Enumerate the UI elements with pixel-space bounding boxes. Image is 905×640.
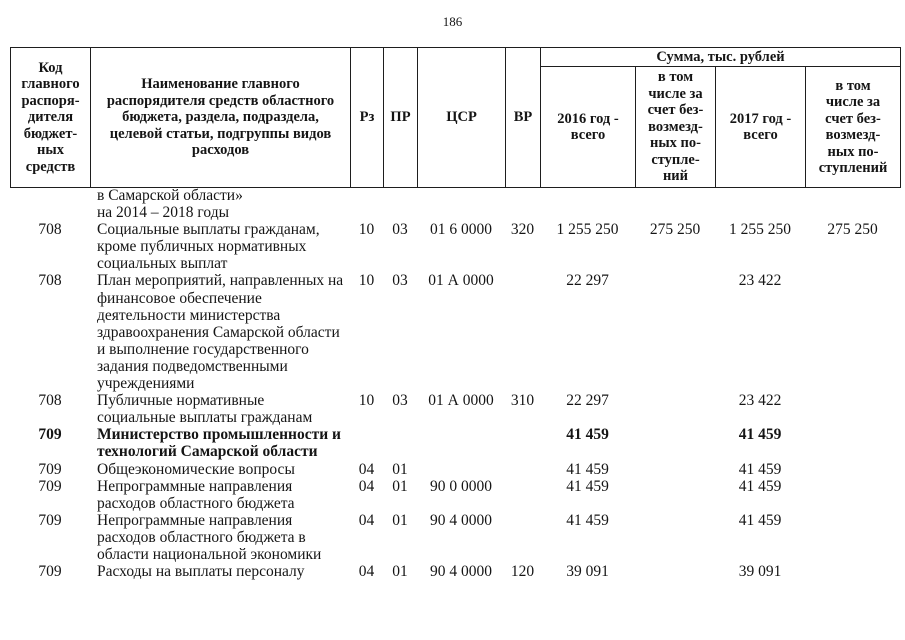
cell-pr — [383, 426, 417, 460]
cell-pr: 01 — [392, 460, 408, 478]
cell-2017-total: 41 459 — [738, 426, 782, 444]
cell-code: 708 — [38, 392, 62, 410]
cell-2016-total — [540, 187, 635, 221]
header-2016-grants: в том числе за счет без- возмезд- ных по- ступле- ний — [636, 67, 716, 188]
header-row — [11, 48, 901, 67]
header-vr: ВР — [506, 48, 541, 188]
cell-rz: 04 — [358, 511, 375, 529]
header-rz: Рз — [351, 48, 384, 188]
cell-2016-total: 39 091 — [566, 563, 609, 581]
header-2017-total: 2017 год - всего — [716, 67, 806, 188]
cell-2017-grants — [805, 426, 900, 460]
cell-2016-total: 1 255 250 — [556, 221, 619, 239]
cell-2017-grants — [805, 563, 900, 580]
cell-2016-total: 41 459 — [566, 477, 609, 495]
cell-2016-grants — [635, 461, 715, 478]
cell-2016-total: 22 297 — [566, 392, 609, 410]
table-row — [10, 512, 900, 563]
cell-vr — [505, 187, 540, 221]
cell-csr: 90 4 0000 — [430, 511, 492, 529]
cell-2016-grants — [635, 426, 715, 460]
cell-2016-grants — [635, 512, 715, 563]
table-row — [10, 478, 900, 512]
cell-name: Публичные нормативные социальные выплаты гражданам — [97, 392, 313, 427]
cell-csr — [417, 461, 505, 478]
cell-pr: 01 — [392, 511, 408, 529]
cell-2017-total — [715, 187, 805, 221]
cell-2017-total: 23 422 — [738, 392, 782, 410]
cell-name: План мероприятий, направленных на финансовое обеспечение деятельности министерства здравоохранения Самарской области и выполнение государственного задания подведомственными учреждениями — [97, 272, 344, 393]
cell-name: Непрограммные направления расходов областного бюджета в области национальной экономики — [97, 511, 322, 563]
cell-code: 709 — [38, 563, 62, 581]
cell-vr: 120 — [510, 563, 535, 581]
cell-2017-total: 23 422 — [738, 272, 782, 290]
table-row — [10, 392, 900, 426]
cell-pr: 03 — [392, 392, 408, 410]
header-csr: ЦСР — [418, 48, 506, 188]
cell-csr: 01 А 0000 — [428, 272, 494, 290]
cell-code: 708 — [38, 272, 62, 290]
cell-2016-total: 41 459 — [566, 511, 609, 529]
cell-code: 708 — [38, 221, 62, 239]
cell-pr: 01 — [392, 477, 408, 495]
header-code: Код главного распоря- дителя бюджет- ных средств — [11, 48, 91, 188]
cell-code: 709 — [38, 460, 62, 478]
cell-csr: 01 6 0000 — [430, 221, 492, 239]
cell-2016-grants — [635, 392, 715, 426]
cell-csr — [417, 426, 505, 460]
cell-2017-grants — [805, 187, 900, 221]
cell-2016-grants: 275 250 — [649, 221, 701, 239]
cell-pr: 03 — [392, 272, 408, 290]
table-body — [10, 187, 900, 580]
cell-2016-grants — [635, 187, 715, 221]
cell-name: Общеэкономические вопросы — [97, 460, 295, 478]
cell-vr — [505, 272, 540, 392]
cell-vr — [505, 461, 540, 478]
cell-vr — [505, 426, 540, 460]
cell-csr: 90 4 0000 — [430, 563, 492, 581]
cell-name: Непрограммные направления расходов областного бюджета — [97, 477, 295, 512]
cell-2016-grants — [635, 563, 715, 580]
cell-rz: 10 — [358, 392, 375, 410]
cell-csr — [417, 187, 505, 221]
table-row — [10, 563, 900, 580]
cell-code: 709 — [38, 511, 62, 529]
cell-2017-grants — [805, 392, 900, 426]
cell-2017-total: 39 091 — [738, 563, 782, 581]
cell-csr: 01 А 0000 — [428, 392, 494, 410]
cell-name: Социальные выплаты гражданам, кроме публичных нормативных социальных выплат — [97, 221, 320, 273]
cell-rz — [350, 187, 383, 221]
cell-vr: 320 — [510, 221, 535, 239]
cell-2017-total: 41 459 — [738, 460, 782, 478]
cell-2017-grants — [805, 461, 900, 478]
cell-2017-grants: 275 250 — [827, 221, 878, 239]
table-row — [10, 187, 900, 221]
cell-rz: 04 — [358, 477, 375, 495]
cell-rz: 04 — [358, 460, 375, 478]
cell-pr: 03 — [392, 221, 408, 239]
table-row — [10, 272, 900, 392]
header-name: Наименование главного распорядителя средств областного бюджета, раздела, подраздела, целевой статьи, подгруппы видов расходов — [91, 48, 351, 188]
table-row — [10, 426, 900, 460]
cell-vr — [505, 512, 540, 563]
cell-2016-total: 41 459 — [566, 460, 609, 478]
cell-code — [10, 187, 90, 221]
header-2016-total: 2016 год - всего — [541, 67, 636, 188]
cell-2017-total: 1 255 250 — [729, 221, 791, 239]
cell-2016-grants — [635, 478, 715, 512]
header-2017-grants: в том числе за счет без- возмезд- ных по- ступлений — [806, 67, 901, 188]
cell-2017-grants — [805, 478, 900, 512]
cell-csr: 90 0 0000 — [430, 477, 492, 495]
cell-name: Расходы на выплаты персоналу — [97, 563, 305, 581]
cell-2017-total: 41 459 — [738, 511, 782, 529]
table-row — [10, 221, 900, 272]
cell-code: 709 — [38, 426, 62, 444]
cell-name: Министерство промышленности и технологий Самарской области — [97, 426, 341, 461]
cell-name: в Самарской области» на 2014 – 2018 годы — [97, 187, 243, 222]
cell-vr — [505, 478, 540, 512]
cell-rz: 04 — [358, 563, 375, 581]
table-header — [10, 47, 901, 188]
cell-2017-grants — [805, 272, 900, 392]
page-number: 186 — [442, 14, 463, 29]
cell-rz — [350, 426, 383, 460]
cell-vr: 310 — [510, 392, 535, 410]
table-row — [10, 461, 900, 478]
cell-rz: 10 — [358, 221, 375, 239]
cell-2017-grants — [805, 512, 900, 563]
header-pr: ПР — [384, 48, 418, 188]
header-sum-group: Сумма, тыс. рублей — [541, 48, 901, 67]
cell-pr: 01 — [392, 563, 408, 581]
cell-rz: 10 — [358, 272, 375, 290]
cell-code: 709 — [38, 477, 62, 495]
cell-2016-total: 41 459 — [566, 426, 609, 444]
cell-pr — [383, 187, 417, 221]
cell-2016-total: 22 297 — [566, 272, 609, 290]
cell-2016-grants — [635, 272, 715, 392]
cell-2017-total: 41 459 — [738, 477, 782, 495]
